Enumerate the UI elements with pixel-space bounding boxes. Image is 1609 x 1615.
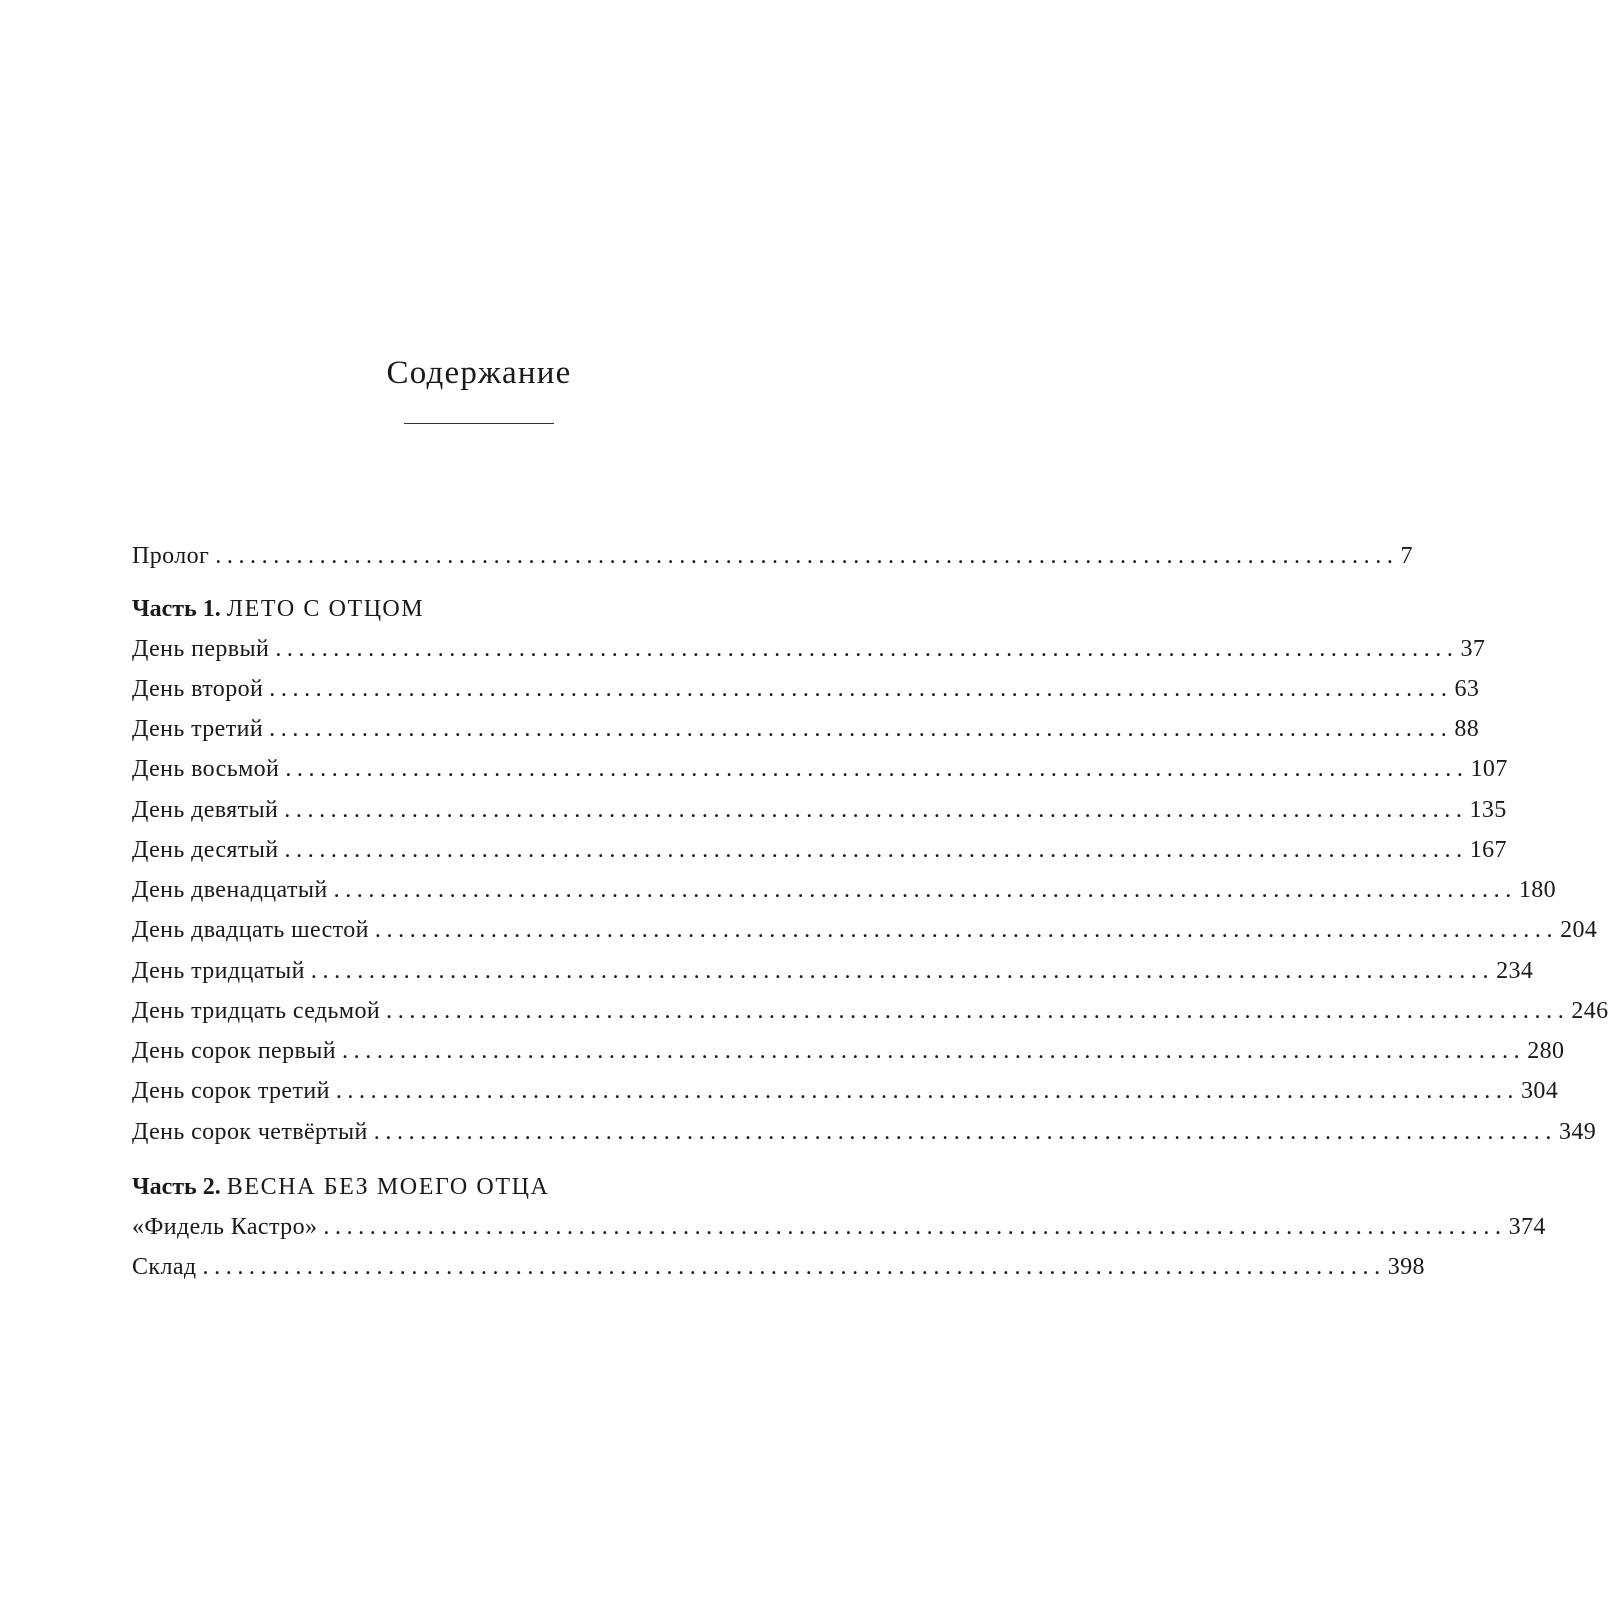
toc-entry[interactable]	[132, 713, 1480, 745]
dot-leader: ......................................................................................................	[285, 756, 1469, 782]
toc-entry-label: День тридцатый	[132, 958, 305, 984]
toc-entry[interactable]	[132, 874, 1557, 906]
toc-entry-page: 398	[1387, 1254, 1425, 1280]
toc-entry-page: 167	[1469, 837, 1507, 863]
toc-entry-label: Склад	[132, 1254, 197, 1280]
toc-entry-page: 304	[1521, 1078, 1559, 1104]
part-heading-2	[132, 1171, 549, 1203]
toc-entry-label: День первый	[132, 636, 270, 662]
toc-entry-page: 37	[1460, 636, 1486, 662]
toc-entry-label: День третий	[132, 716, 264, 742]
toc-entry-page: 374	[1508, 1214, 1546, 1240]
toc-entry-label: День десятый	[132, 837, 279, 863]
dot-leader: ......................................................................................................	[202, 1254, 1386, 1280]
toc-entry-page: 246	[1571, 998, 1609, 1024]
toc-entry[interactable]	[132, 1211, 1546, 1243]
toc-entry-page: 107	[1470, 756, 1508, 782]
toc-entry[interactable]	[132, 633, 1486, 665]
toc-entry-page: 135	[1469, 797, 1507, 823]
toc-entry-page: 349	[1558, 1119, 1597, 1145]
toc-entry[interactable]	[132, 834, 1507, 866]
toc-entry[interactable]	[132, 1035, 1565, 1067]
dot-leader: ......................................................................................................	[386, 998, 1570, 1024]
toc-entry-page: 180	[1518, 877, 1557, 903]
dot-leader: ......................................................................................................	[323, 1214, 1507, 1240]
toc-entry-label: День девятый	[132, 797, 279, 823]
toc-entry[interactable]	[132, 1251, 1425, 1283]
dot-leader: ......................................................................................................	[275, 636, 1459, 662]
toc-entry[interactable]	[132, 673, 1480, 705]
toc-entry-label: День двадцать шестой	[132, 917, 369, 943]
toc-entry-label: День сорок третий	[132, 1078, 330, 1104]
part-number: Часть 2.	[132, 1174, 221, 1200]
dot-leader: ......................................................................................................	[333, 877, 1517, 903]
dot-leader: ......................................................................................................	[374, 917, 1559, 943]
dot-leader: ......................................................................................................	[335, 1078, 1520, 1104]
toc-entry-label: «Фидель Кастро»	[132, 1214, 318, 1240]
toc-entry-label: День сорок четвёртый	[132, 1119, 368, 1145]
toc-entry-page: 280	[1527, 1038, 1565, 1064]
toc-entry-page: 204	[1560, 917, 1598, 943]
page-title: Содержание	[386, 355, 572, 391]
toc-entry-page: 63	[1454, 676, 1480, 702]
toc-entry-label: День тридцать седьмой	[132, 998, 381, 1024]
title-underline	[404, 423, 554, 424]
part-heading-1	[132, 593, 424, 625]
dot-leader: ......................................................................................................	[373, 1119, 1557, 1145]
toc-entry-label: День сорок первый	[132, 1038, 337, 1064]
dot-leader: ......................................................................................................	[284, 797, 1468, 823]
dot-leader: ......................................................................................................	[342, 1038, 1526, 1064]
part-title: ЛЕТО С ОТЦОМ	[226, 596, 425, 622]
dot-leader: ......................................................................................................	[269, 676, 1453, 702]
toc-entry-label: День второй	[132, 676, 264, 702]
dot-leader: ......................................................................................................	[269, 716, 1453, 742]
toc-entry-page: 7	[1400, 543, 1413, 569]
dot-leader: ......................................................................................................	[310, 958, 1495, 984]
toc-entry[interactable]	[132, 1116, 1597, 1148]
dot-leader: ......................................................................................................	[215, 543, 1399, 569]
toc-entry-label: День восьмой	[132, 756, 280, 782]
toc-entry[interactable]	[132, 955, 1534, 987]
toc-entry-page: 88	[1454, 716, 1480, 742]
toc-entry-label: Пролог	[132, 543, 210, 569]
toc-entry[interactable]	[132, 995, 1609, 1027]
toc-entry[interactable]	[132, 753, 1508, 785]
toc-entry-label: День двенадцатый	[132, 877, 328, 903]
toc-entry[interactable]	[132, 914, 1598, 946]
part-number: Часть 1.	[132, 596, 221, 622]
dot-leader: ......................................................................................................	[284, 837, 1468, 863]
toc-entry-page: 234	[1496, 958, 1534, 984]
toc-entry[interactable]	[132, 1075, 1559, 1107]
toc-entry[interactable]	[132, 794, 1507, 826]
toc-entry-prologue[interactable]	[132, 540, 1413, 572]
part-title: ВЕСНА БЕЗ МОЕГО ОТЦА	[226, 1174, 550, 1200]
